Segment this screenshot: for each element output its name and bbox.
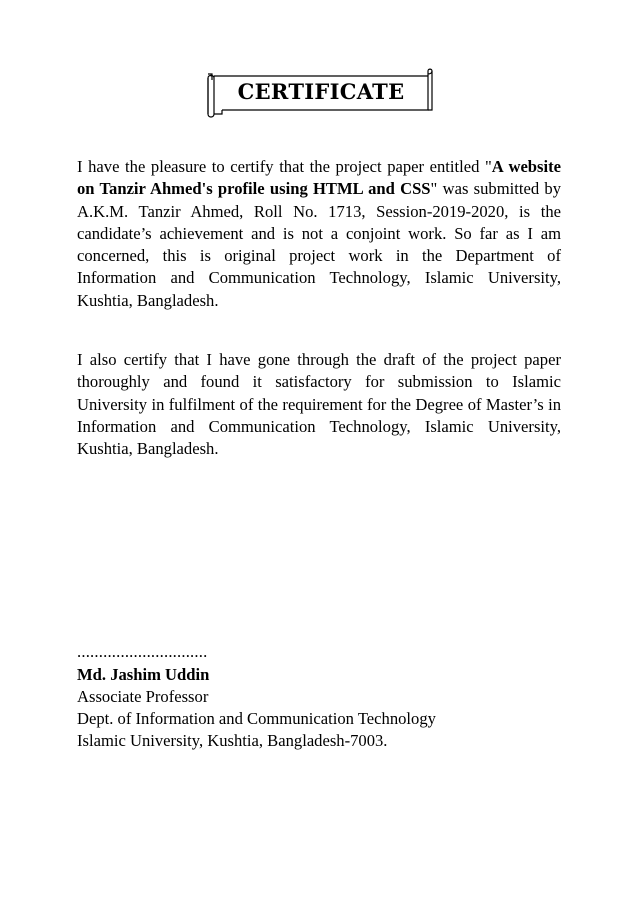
signature-line: .............................. bbox=[77, 642, 208, 661]
certificate-title: CERTIFICATE bbox=[237, 79, 405, 104]
signatory-department: Dept. of Information and Communication Technology bbox=[77, 709, 436, 728]
project-title: A website on Tanzir Ahmed's profile using HTML and CSS bbox=[77, 157, 561, 199]
certificate-scroll-banner bbox=[202, 68, 438, 120]
signature-block bbox=[77, 644, 561, 752]
signatory-name: Md. Jashim Uddin bbox=[77, 665, 210, 684]
certification-paragraph bbox=[77, 156, 561, 312]
paragraph-text-end: " was submitted by A.K.M. Tanzir Ahmed, Roll No. 1713, Session-2019-2020, is the candidate’s achievement and is not a conjoint work. So far as I am concerned, this is original project work in the Department of Information and Communication Technology, Islamic University, Kushtia, Bangladesh. bbox=[77, 179, 561, 310]
signatory-institution: Islamic University, Kushtia, Bangladesh-7003. bbox=[77, 731, 388, 750]
paragraph-text-start: I have the pleasure to certify that the project paper entitled " bbox=[77, 157, 492, 176]
signatory-designation: Associate Professor bbox=[77, 687, 209, 706]
approval-paragraph: I also certify that I have gone through the draft of the project paper thoroughly and found it satisfactory for submission to Islamic University in fulfilment of the requirement for the Degree of Master’s in Information and Communication Technology, Islamic University, Kushtia, Bangladesh. bbox=[77, 350, 561, 459]
